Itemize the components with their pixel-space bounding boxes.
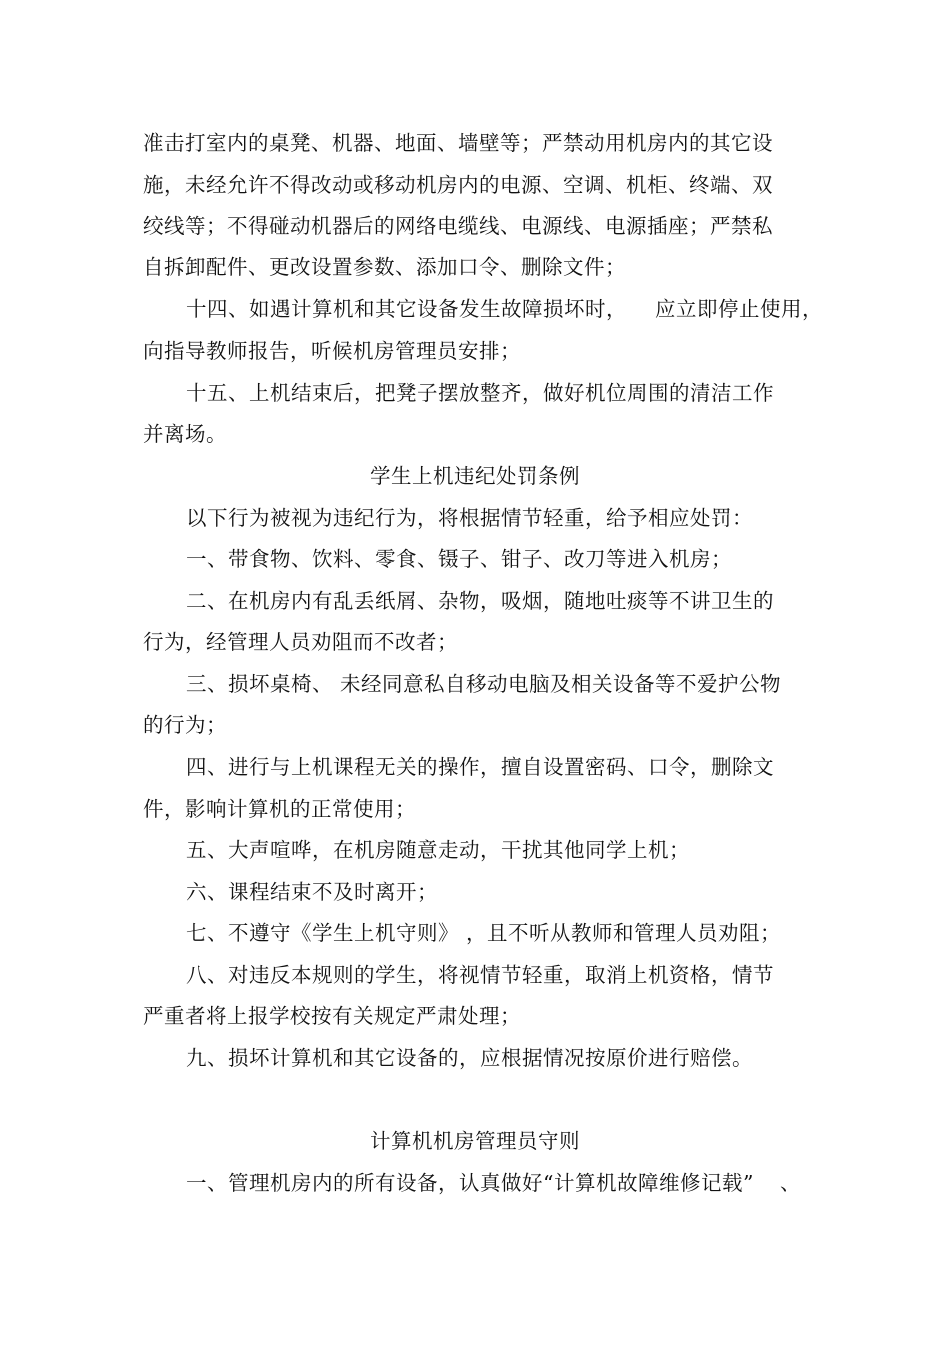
paragraph-line: 并离场。 [143, 422, 227, 446]
paragraph-line: 自拆卸配件、更改设置参数、添加口令、删除文件； [143, 255, 626, 279]
rule-item-14 [186, 297, 823, 321]
list-item: 四、进行与上机课程无关的操作，擅自设置密码、口令，删除文 [186, 755, 774, 779]
list-item: 一、带食物、饮料、零食、镊子、钳子、改刀等进入机房； [186, 547, 732, 571]
rule-item-14-part1: 十四、如遇计算机和其它设备发生故障损坏时， [186, 297, 627, 321]
paragraph-line: 施，未经允许不得改动或移动机房内的电源、空调、机柜、终端、双 [143, 173, 773, 197]
list-item: 二、在机房内有乱丢纸屑、杂物，吸烟，随地吐痰等不讲卫生的 [186, 589, 774, 613]
rule-item-14-part2: 应立即停止使用， [655, 297, 823, 321]
list-item: 五、大声喧哗，在机房随意走动，干扰其他同学上机； [186, 838, 690, 862]
list-item: 六、课程结束不及时离开； [186, 880, 438, 904]
list-item: 七、不遵守《学生上机守则》 ，且不听从教师和管理人员劝阻； [186, 921, 782, 945]
list-item-continuation: 行为，经管理人员劝阻而不改者； [143, 630, 458, 654]
list-item-text: 一、管理机房内的所有设备，认真做好“计算机故障维修记载” [186, 1171, 754, 1195]
section-title: 学生上机违纪处罚条例 [370, 464, 580, 488]
paragraph-line: 准击打室内的桌凳、机器、地面、墙壁等；严禁动用机房内的其它设 [143, 131, 773, 155]
list-item-continuation: 的行为； [143, 713, 227, 737]
paragraph-line: 向指导教师报告，听候机房管理员安排； [143, 339, 521, 363]
section-title: 计算机机房管理员守则 [370, 1129, 580, 1153]
list-item-continuation: 件，影响计算机的正常使用； [143, 797, 416, 821]
paragraph-line: 绞线等；不得碰动机器后的网络电缆线、电源线、电源插座；严禁私 [143, 214, 773, 238]
section-intro: 以下行为被视为违纪行为，将根据情节轻重，给予相应处罚： [186, 506, 753, 530]
list-item [186, 1171, 801, 1195]
list-item: 九、损坏计算机和其它设备的，应根据情况按原价进行赔偿。 [186, 1046, 753, 1070]
list-item-continuation: 严重者将上报学校按有关规定严肃处理； [143, 1004, 521, 1028]
list-item: 三、损坏桌椅、 未经同意私自移动电脑及相关设备等不爱护公物 [186, 672, 782, 696]
list-item-trailing-mark: 、 [779, 1171, 801, 1195]
list-item: 八、对违反本规则的学生，将视情节轻重，取消上机资格，情节 [186, 963, 774, 987]
rule-item-15: 十五、上机结束后，把凳子摆放整齐，做好机位周围的清洁工作 [186, 381, 774, 405]
